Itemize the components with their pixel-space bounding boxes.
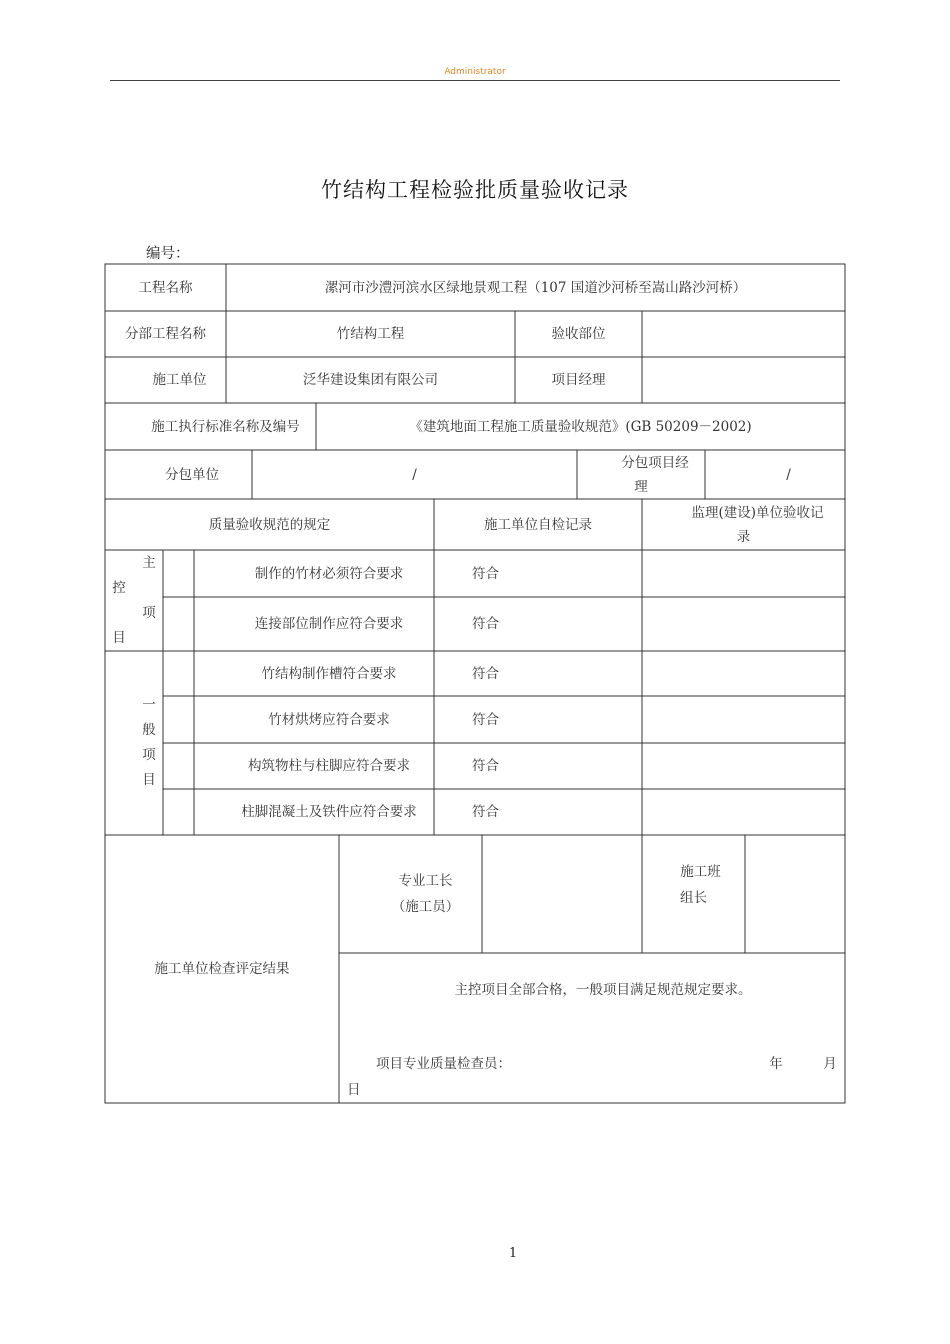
foreman-label [339,835,482,953]
project-manager-label: 项目经理 [551,372,606,388]
main-control-char: 项 [142,604,156,621]
sub-manager-label-line2: 理 [634,478,648,495]
general-item-text: 柱脚混凝土及铁件应符合要求 [241,804,417,820]
project-name-label: 工程名称 [138,279,193,296]
serial-number-label: 编号： [146,246,190,262]
subcontractor-label: 分包单位 [165,466,219,483]
main-control-char: 目 [112,629,126,646]
general-item-result: 符合 [472,711,499,728]
col-header-supervisor-line1: 监理(建设)单位验收记 [691,504,824,521]
contractor-value: 泛华建设集团有限公司 [303,372,438,388]
team-leader-label-line1: 施工班 [680,864,721,880]
standard-value: 《建筑地面工程施工质量验收规范》(GB 50209－2002) [409,418,752,435]
sub-manager-value: / [786,466,791,483]
general-item-text: 构筑物柱与柱脚应符合要求 [248,758,410,774]
general-item-text: 竹材烘烤应符合要求 [268,711,390,728]
sub-manager-label-line1: 分包项目经 [621,454,689,471]
sub-manager-label [577,450,705,499]
date-month-label: 月 [823,1056,837,1072]
general-item-result: 符合 [472,758,499,774]
general-item-text: 竹结构制作槽符合要求 [261,665,397,682]
general-items-char: 一 [142,697,156,713]
team-leader-signature [745,835,845,953]
team-leader-label [642,835,745,953]
date-year-label: 年 [769,1056,783,1072]
main-control-item-text: 连接部位制作应符合要求 [254,616,404,632]
foreman-label-line2: （施工员） [391,899,460,915]
general-items-char: 般 [142,722,156,738]
sub-project-value: 竹结构工程 [336,326,405,342]
inspection-part-value [642,311,845,357]
standard-label: 施工执行标准名称及编号 [151,418,300,435]
foreman-label-line1: 专业工长 [398,873,453,889]
main-control-label [105,550,163,651]
general-item-result: 符合 [472,665,499,682]
main-control-char: 主 [142,554,156,571]
general-items-char: 项 [142,747,156,763]
project-manager-value [642,357,845,403]
main-control-char: 控 [112,579,126,596]
general-items-label [105,651,163,835]
project-name-value: 漯河市沙澧河滨水区绿地景观工程（107 国道沙河桥至嵩山路沙河桥） [324,279,747,296]
col-header-self-check: 施工单位自检记录 [484,516,592,533]
page-number: 1 [508,1246,518,1261]
main-control-item-text: 制作的竹材必须符合要求 [254,565,404,582]
quality-inspector-label: 项目专业质量检查员： [376,1056,511,1072]
team-leader-label-line2: 组长 [680,890,707,906]
date-day-label: 日 [347,1082,361,1098]
header-author: Administrator [444,67,506,77]
col-header-supervisor-line2: 录 [736,528,751,545]
document-title: 竹结构工程检验批质量验收记录 [321,178,629,202]
evaluation-conclusion: 主控项目全部合格，一般项目满足规范规定要求。 [454,982,752,998]
col-header-spec: 质量验收规范的规定 [208,516,331,533]
general-items-char: 目 [142,772,156,788]
general-item-result: 符合 [472,804,499,820]
main-control-item-result: 符合 [472,565,499,582]
foreman-signature [482,835,642,953]
main-control-item-result: 符合 [472,616,499,632]
sub-project-label: 分部工程名称 [125,326,206,342]
col-header-supervisor [642,499,845,550]
evaluation-label: 施工单位检查评定结果 [154,961,290,977]
contractor-label: 施工单位 [152,372,207,388]
inspection-part-label: 验收部位 [551,326,606,342]
subcontractor-value: / [412,466,417,483]
